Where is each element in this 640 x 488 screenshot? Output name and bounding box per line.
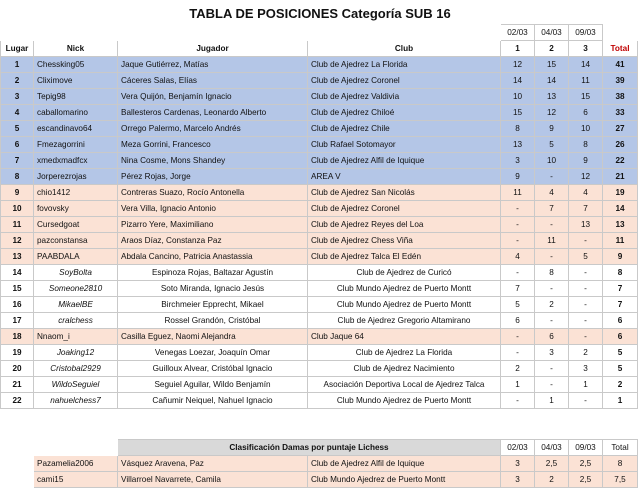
table-row xyxy=(1,57,638,73)
round-score-cell: 7 xyxy=(501,281,535,297)
table-row xyxy=(1,217,638,233)
round-score-cell: - xyxy=(535,313,569,329)
nick-cell: Jorperezrojas xyxy=(34,169,118,185)
round-score-cell: 15 xyxy=(569,89,603,105)
club-cell: Club de Ajedrez Chiloé xyxy=(308,105,501,121)
total-cell: 1 xyxy=(603,393,638,409)
rank-cell: 19 xyxy=(1,345,34,361)
round-score-cell: 9 xyxy=(501,169,535,185)
table-row xyxy=(1,169,638,185)
round-score-cell: 9 xyxy=(569,153,603,169)
date-cell: 04/03 xyxy=(535,25,569,41)
rank-cell: 15 xyxy=(1,281,34,297)
total-cell: 27 xyxy=(603,121,638,137)
round-score-cell: 5 xyxy=(501,297,535,313)
club-cell: Club de Ajedrez Alfil de Iquique xyxy=(308,456,501,472)
club-cell: Club de Ajedrez Talca El Edén xyxy=(308,249,501,265)
round-score-cell: 4 xyxy=(569,185,603,201)
round-score-cell: 2 xyxy=(501,361,535,377)
nick-cell: Fmezagorrini xyxy=(34,137,118,153)
round-score-cell: 2,5 xyxy=(535,456,569,472)
player-cell: Venegas Loezar, Joaquín Omar xyxy=(118,345,308,361)
total-cell: 5 xyxy=(603,345,638,361)
club-cell: Asociación Deportiva Local de Ajedrez Talca xyxy=(308,377,501,393)
round-score-cell: - xyxy=(535,281,569,297)
table-row xyxy=(1,281,638,297)
club-cell: Club de Ajedrez Gregorio Altamirano xyxy=(308,313,501,329)
player-cell: Espinoza Rojas, Baltazar Agustín xyxy=(118,265,308,281)
round-score-cell: 3 xyxy=(569,361,603,377)
round-score-cell: - xyxy=(569,233,603,249)
table-row xyxy=(1,249,638,265)
date-cell: 09/03 xyxy=(569,25,603,41)
nick-cell: fovovsky xyxy=(34,201,118,217)
player-cell: Vera Quijón, Benjamín Ignacio xyxy=(118,89,308,105)
nick-cell: Pazamelia2006 xyxy=(34,456,118,472)
player-cell: Guilloux Alvear, Cristóbal Ignacio xyxy=(118,361,308,377)
round-score-cell: 5 xyxy=(569,249,603,265)
table-row xyxy=(1,329,638,345)
rank-cell: 9 xyxy=(1,185,34,201)
table-row xyxy=(1,121,638,137)
club-cell: Club de Ajedrez La Florida xyxy=(308,345,501,361)
nick-cell: Nnaom_i xyxy=(34,329,118,345)
nick-cell: SoyBolta xyxy=(34,265,118,281)
nick-cell: Tepig98 xyxy=(34,89,118,105)
rank-cell: 11 xyxy=(1,217,34,233)
club-cell: Club de Ajedrez Reyes del Loa xyxy=(308,217,501,233)
table-row xyxy=(1,393,638,409)
round-score-cell: 1 xyxy=(569,377,603,393)
round-score-cell: 15 xyxy=(535,57,569,73)
table-row xyxy=(1,361,638,377)
total-cell: 7 xyxy=(603,281,638,297)
nick-cell: chio1412 xyxy=(34,185,118,201)
table-row xyxy=(1,377,638,393)
damas-date-cell: 09/03 xyxy=(569,440,603,456)
round-score-cell: 6 xyxy=(569,105,603,121)
round-score-cell: 14 xyxy=(569,57,603,73)
round-score-cell: 15 xyxy=(501,105,535,121)
player-cell: Birchmeier Epprecht, Mikael xyxy=(118,297,308,313)
nick-cell: Cursedgoat xyxy=(34,217,118,233)
round-score-cell: - xyxy=(535,169,569,185)
table-row xyxy=(1,201,638,217)
round-score-cell: 9 xyxy=(535,121,569,137)
col-header-round: 3 xyxy=(569,41,603,57)
rank-cell: 8 xyxy=(1,169,34,185)
club-cell: Club de Ajedrez Alfil de Iquique xyxy=(308,153,501,169)
round-score-cell: 12 xyxy=(501,57,535,73)
round-score-cell: - xyxy=(501,329,535,345)
nick-cell: Chessking05 xyxy=(34,57,118,73)
table-row xyxy=(1,153,638,169)
col-header-round: 2 xyxy=(535,41,569,57)
nick-cell: Joaking12 xyxy=(34,345,118,361)
player-cell: Abdala Cancino, Patricia Anastassia xyxy=(118,249,308,265)
player-cell: Pérez Rojas, Jorge xyxy=(118,169,308,185)
player-cell: Seguiel Aguilar, Wildo Benjamín xyxy=(118,377,308,393)
round-score-cell: - xyxy=(535,377,569,393)
round-score-cell: - xyxy=(501,265,535,281)
rank-cell: 17 xyxy=(1,313,34,329)
player-cell: Jaque Gutiérrez, Matías xyxy=(118,57,308,73)
nick-cell: WildoSeguiel xyxy=(34,377,118,393)
round-score-cell: 2 xyxy=(535,472,569,488)
round-score-cell: 3 xyxy=(501,472,535,488)
club-cell: Club de Ajedrez Coronel xyxy=(308,73,501,89)
round-score-cell: - xyxy=(535,361,569,377)
nick-cell: MikaelBE xyxy=(34,297,118,313)
round-score-cell: 1 xyxy=(501,377,535,393)
table-row xyxy=(1,297,638,313)
player-cell: Meza Gorrini, Francesco xyxy=(118,137,308,153)
table-row xyxy=(1,233,638,249)
table-row xyxy=(1,89,638,105)
round-score-cell: - xyxy=(569,281,603,297)
col-header-total: Total xyxy=(603,41,638,57)
total-cell: 9 xyxy=(603,249,638,265)
damas-date-cell: 04/03 xyxy=(535,440,569,456)
round-score-cell: 10 xyxy=(569,121,603,137)
club-cell: Club Rafael Sotomayor xyxy=(308,137,501,153)
round-score-cell: - xyxy=(569,393,603,409)
nick-cell: PAABDALA xyxy=(34,249,118,265)
total-cell: 19 xyxy=(603,185,638,201)
player-cell: Vásquez Aravena, Paz xyxy=(118,456,308,472)
rank-cell: 14 xyxy=(1,265,34,281)
round-score-cell: 3 xyxy=(501,456,535,472)
damas-total-header: Total xyxy=(603,440,638,456)
round-score-cell: - xyxy=(501,345,535,361)
round-score-cell: 2 xyxy=(569,345,603,361)
date-cell: 02/03 xyxy=(501,25,535,41)
player-cell: Rossel Grandón, Cristóbal xyxy=(118,313,308,329)
round-score-cell: 10 xyxy=(535,153,569,169)
round-score-cell: 6 xyxy=(535,329,569,345)
player-cell: Casilla Eguez, Naomi Alejandra xyxy=(118,329,308,345)
total-cell: 7,5 xyxy=(603,472,638,488)
player-cell: Villarroel Navarrete, Camila xyxy=(118,472,308,488)
nick-cell: cralchess xyxy=(34,313,118,329)
round-score-cell: - xyxy=(535,249,569,265)
damas-header-row xyxy=(1,440,638,456)
nick-cell: cami15 xyxy=(34,472,118,488)
player-cell: Cáceres Salas, Elías xyxy=(118,73,308,89)
table-row xyxy=(1,313,638,329)
round-score-cell: - xyxy=(569,297,603,313)
round-score-cell: 13 xyxy=(569,217,603,233)
round-score-cell: 1 xyxy=(535,393,569,409)
total-cell: 6 xyxy=(603,313,638,329)
round-score-cell: 4 xyxy=(535,185,569,201)
round-score-cell: 4 xyxy=(501,249,535,265)
club-cell: Club de Ajedrez Valdivia xyxy=(308,89,501,105)
rank-cell: 3 xyxy=(1,89,34,105)
total-cell: 26 xyxy=(603,137,638,153)
player-cell: Nina Cosme, Mons Shandey xyxy=(118,153,308,169)
club-cell: AREA V xyxy=(308,169,501,185)
round-score-cell: 11 xyxy=(501,185,535,201)
table-row xyxy=(1,265,638,281)
club-cell: Club Mundo Ajedrez de Puerto Montt xyxy=(308,297,501,313)
nick-cell: Cliximove xyxy=(34,73,118,89)
table-row xyxy=(1,137,638,153)
round-score-cell: 7 xyxy=(569,201,603,217)
nick-cell: xmedxmadfcx xyxy=(34,153,118,169)
damas-title: Clasificación Damas por puntaje Lichess xyxy=(118,440,501,456)
page-title: TABLA DE POSICIONES Categoría SUB 16 xyxy=(189,6,451,21)
rank-cell: 7 xyxy=(1,153,34,169)
round-score-cell: 11 xyxy=(569,73,603,89)
rank-cell: 5 xyxy=(1,121,34,137)
table-row xyxy=(1,345,638,361)
round-score-cell: 13 xyxy=(535,89,569,105)
table-row xyxy=(1,73,638,89)
total-cell: 21 xyxy=(603,169,638,185)
total-cell: 2 xyxy=(603,377,638,393)
nick-cell: escandinavo64 xyxy=(34,121,118,137)
round-score-cell: - xyxy=(569,265,603,281)
nick-cell: caballomarino xyxy=(34,105,118,121)
total-cell: 6 xyxy=(603,329,638,345)
round-score-cell: 2,5 xyxy=(569,472,603,488)
round-score-cell: - xyxy=(535,217,569,233)
total-cell: 39 xyxy=(603,73,638,89)
total-cell: 11 xyxy=(603,233,638,249)
rank-cell: 18 xyxy=(1,329,34,345)
rank-cell: 6 xyxy=(1,137,34,153)
nick-cell: nahuelchess7 xyxy=(34,393,118,409)
player-cell: Contreras Suazo, Rocío Antonella xyxy=(118,185,308,201)
club-cell: Club Mundo Ajedrez de Puerto Montt xyxy=(308,393,501,409)
round-score-cell: 5 xyxy=(535,137,569,153)
nick-cell: pazconstansa xyxy=(34,233,118,249)
total-cell: 22 xyxy=(603,153,638,169)
damas-date-cell: 02/03 xyxy=(501,440,535,456)
round-score-cell: 14 xyxy=(535,73,569,89)
round-score-cell: 11 xyxy=(535,233,569,249)
damas-row xyxy=(1,456,638,472)
round-score-cell: - xyxy=(569,329,603,345)
round-score-cell: 8 xyxy=(535,265,569,281)
col-header-lugar: Lugar xyxy=(1,41,34,57)
round-score-cell: 7 xyxy=(535,201,569,217)
total-cell: 8 xyxy=(603,265,638,281)
club-cell: Club de Ajedrez Chess Viña xyxy=(308,233,501,249)
round-score-cell: 6 xyxy=(501,313,535,329)
club-cell: Club de Ajedrez Chile xyxy=(308,121,501,137)
total-cell: 8 xyxy=(603,456,638,472)
club-cell: Club de Ajedrez San Nicolás xyxy=(308,185,501,201)
round-score-cell: - xyxy=(501,201,535,217)
club-cell: Club de Ajedrez Nacimiento xyxy=(308,361,501,377)
player-cell: Cañumir Neiquel, Nahuel Ignacio xyxy=(118,393,308,409)
club-cell: Club de Ajedrez La Florida xyxy=(308,57,501,73)
player-cell: Pizarro Yere, Maximiliano xyxy=(118,217,308,233)
total-cell: 33 xyxy=(603,105,638,121)
total-cell: 7 xyxy=(603,297,638,313)
round-score-cell: 12 xyxy=(535,105,569,121)
total-cell: 38 xyxy=(603,89,638,105)
total-cell: 14 xyxy=(603,201,638,217)
player-cell: Araos Díaz, Constanza Paz xyxy=(118,233,308,249)
rank-cell: 12 xyxy=(1,233,34,249)
rank-cell: 10 xyxy=(1,201,34,217)
round-score-cell: - xyxy=(569,313,603,329)
rank-cell: 1 xyxy=(1,57,34,73)
round-score-cell: 14 xyxy=(501,73,535,89)
player-cell: Soto Miranda, Ignacio Jesús xyxy=(118,281,308,297)
rank-cell: 4 xyxy=(1,105,34,121)
round-score-cell: - xyxy=(501,217,535,233)
nick-cell: Cristobal2929 xyxy=(34,361,118,377)
round-score-cell: 2 xyxy=(535,297,569,313)
total-cell: 5 xyxy=(603,361,638,377)
col-header-round: 1 xyxy=(501,41,535,57)
player-cell: Orrego Palermo, Marcelo Andrés xyxy=(118,121,308,137)
rank-cell: 2 xyxy=(1,73,34,89)
table-row xyxy=(1,105,638,121)
club-cell: Club Mundo Ajedrez de Puerto Montt xyxy=(308,472,501,488)
rank-cell: 21 xyxy=(1,377,34,393)
round-score-cell: 8 xyxy=(569,137,603,153)
rank-cell: 20 xyxy=(1,361,34,377)
col-header-nick: Nick xyxy=(34,41,118,57)
round-score-cell: 10 xyxy=(501,89,535,105)
round-score-cell: 12 xyxy=(569,169,603,185)
round-score-cell: - xyxy=(501,393,535,409)
club-cell: Club Mundo Ajedrez de Puerto Montt xyxy=(308,281,501,297)
round-score-cell: 13 xyxy=(501,137,535,153)
rank-cell: 22 xyxy=(1,393,34,409)
round-score-cell: 3 xyxy=(501,153,535,169)
round-score-cell: 8 xyxy=(501,121,535,137)
col-header-club: Club xyxy=(308,41,501,57)
standings-table xyxy=(0,24,638,488)
total-cell: 13 xyxy=(603,217,638,233)
table-row xyxy=(1,185,638,201)
club-cell: Club de Ajedrez Coronel xyxy=(308,201,501,217)
player-cell: Ballesteros Cardenas, Leonardo Alberto xyxy=(118,105,308,121)
col-header-jugador: Jugador xyxy=(118,41,308,57)
round-score-cell: 2,5 xyxy=(569,456,603,472)
round-score-cell: - xyxy=(501,233,535,249)
club-cell: Club Jaque 64 xyxy=(308,329,501,345)
player-cell: Vera Villa, Ignacio Antonio xyxy=(118,201,308,217)
nick-cell: Someone2810 xyxy=(34,281,118,297)
round-score-cell: 3 xyxy=(535,345,569,361)
total-cell: 41 xyxy=(603,57,638,73)
club-cell: Club de Ajedrez de Curicó xyxy=(308,265,501,281)
rank-cell: 13 xyxy=(1,249,34,265)
rank-cell: 16 xyxy=(1,297,34,313)
